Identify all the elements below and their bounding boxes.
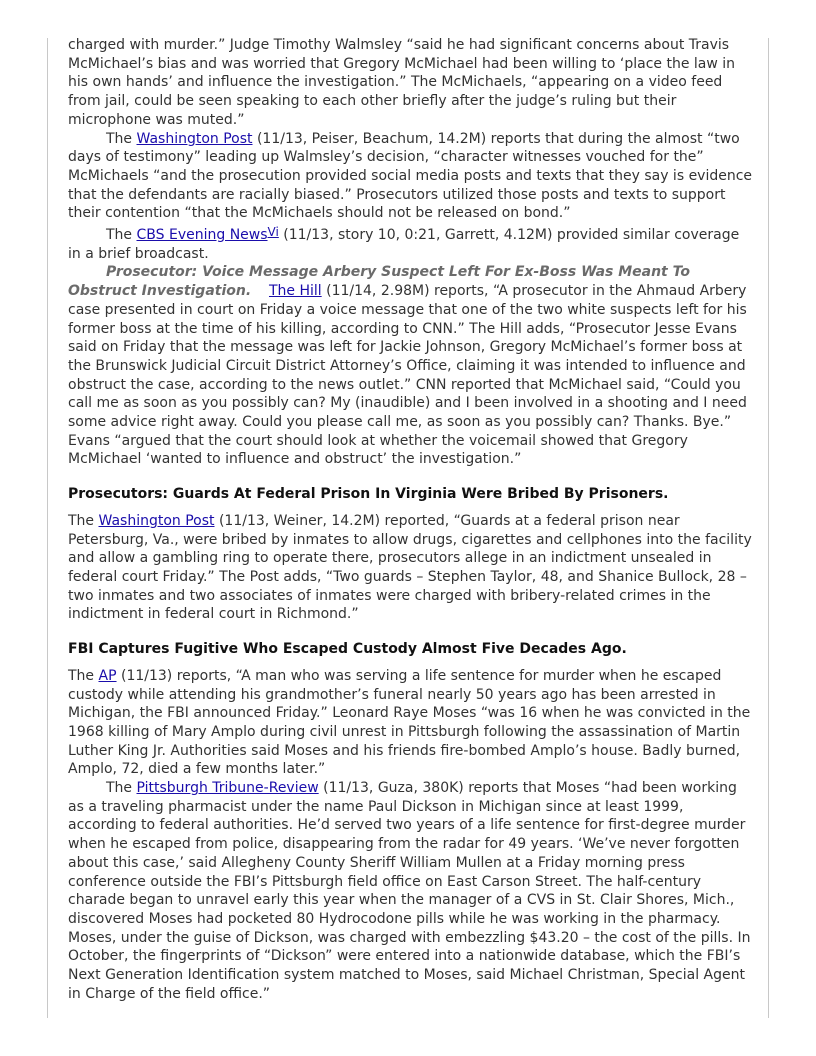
the-hill-link[interactable]: The Hill — [268, 283, 322, 300]
lead-text: The — [106, 780, 137, 797]
washington-post-link-2[interactable]: Washington Post — [98, 512, 215, 529]
arbery-paragraph-4 — [68, 263, 754, 469]
lead-text: The — [68, 667, 99, 684]
arbery-paragraph-1: charged with murder.” Judge Timothy Walmsley “said he had significant concerns about Travis McMichael’s bias and was worried that Gregory McMichael had been willing to ‘place the law in his own hands’ and influence the investigation.” The McMichaels, “appearing on a video feed from jail, could be seen speaking to each other briefly after the judge’s ruling but their microphone was muted.” — [68, 37, 736, 128]
ap-link[interactable]: AP — [98, 667, 117, 684]
lead-text: The — [68, 512, 99, 529]
left-margin-rule — [47, 38, 48, 1018]
fugitive-paragraph-1 — [68, 667, 754, 779]
document-page — [68, 36, 754, 1003]
paragraph-text: (11/13, story 10, 0:21, Garrett, 4.12M) provided similar coverage in a brief broadcast. — [68, 227, 740, 262]
prison-paragraph-1 — [68, 512, 754, 624]
lead-text: The — [106, 130, 137, 147]
arbery-paragraph-3 — [68, 223, 754, 263]
arbery-paragraph-2 — [68, 130, 754, 224]
paragraph-text: (11/14, 2.98M) reports, “A prosecutor in the Ahmaud Arbery case presented in court on Friday a voice message that one of the two white suspects left for his former boss at the time of his killing, according to CNN.” The Hill adds, “Prosecutor Jesse Evans said on Friday that the message was left for Jackie Johnson, Gregory McMichael’s former boss at the Brunswick Judicial Circuit District Attorney’s Office, claiming it was intended to influence and obstruct the case, according to the news outlet.” CNN reported that McMichael said, “Could you call me as soon as you possibly can? My (inaudible) and I been involved in a shooting and I need some advice right away. Could you please call me, as soon as you possibly can? Thanks. Bye.” Evans “argued that the court should look at whether the voicemail showed that Gregory McMichael ‘wanted to influence and obstruct’ the investigation.” — [68, 283, 747, 468]
paragraph-text: (11/13, Peiser, Beachum, 14.2M) reports that during the almost “two days of testimony” leading up Walmsley’s decision, “character witnesses vouched for the” McMichaels “and the prosecution provided social media posts and texts that they say is evidence that the defendants are racially biased.” Prosecutors utilized those posts and texts to support their contention “that the McMichaels should not be released on bond.” — [68, 130, 753, 222]
paragraph-text: (11/13, Guza, 380K) reports that Moses “had been working as a traveling pharmacist under the name Paul Dickson in Michigan since at least 1999, according to federal authorities. He’d served two years of a life sentence for first-degree murder when he escaped from police, disappearing from the radar for 49 years. ‘We’ve never forgotten about this case,’ said Allegheny County Sheriff William Mullen at a Friday morning press conference outside the FBI’s Pittsburgh field office on East Carson Street. The half-century charade began to unravel early this year when the manager of a CVS in St. Clair Shores, Mich., discovered Moses had pocketed 80 Hydrocodone pills while he was working in the pharmacy. Moses, under the guise of Dickson, was charged with embezzling $43.20 – the cost of the pills. In October, the fingerprints of “Dickson” were entered into a nationwide database, which the FBI’s Next Generation Identification system matched to Moses, said Michael Christman, Special Agent in Charge of the field office.” — [68, 780, 751, 1002]
prison-bribery-heading: Prosecutors: Guards At Federal Prison In Virginia Were Bribed By Prisoners. — [68, 486, 669, 503]
lead-text: The — [106, 227, 137, 244]
paragraph-text: (11/13, Weiner, 14.2M) reported, “Guards at a federal prison near Petersburg, Va., were bribed by inmates to allow drugs, cigarettes and cellphones into the facility and allow a gambling ring to operate there, prosecutors allege in an indictment unsealed in federal court Friday.” The Post adds, “Two guards – Stephen Taylor, 48, and Shanice Bullock, 28 – two inmates and two associates of inmates were charged with bribery-related crimes in the indictment in federal court in Richmond.” — [68, 512, 752, 623]
fugitive-paragraph-2 — [68, 779, 754, 1003]
right-margin-rule — [768, 38, 769, 1018]
subheading: Prosecutor: Voice Message Arbery Suspect Left For Ex-Boss Was Meant To Obstruct Investigation. — [68, 264, 690, 300]
video-link-marker[interactable]: Vi — [267, 225, 279, 240]
fbi-fugitive-heading: FBI Captures Fugitive Who Escaped Custody Almost Five Decades Ago. — [68, 641, 627, 658]
washington-post-link[interactable]: Washington Post — [136, 130, 253, 147]
paragraph-text: (11/13) reports, “A man who was serving a life sentence for murder when he escaped custody while attending his grandmother’s funeral nearly 50 years ago has been arrested in Michigan, the FBI announced Friday.” Leonard Raye Moses “was 16 when he was convicted in the 1968 killing of Mary Amplo during civil unrest in Pittsburgh following the assassination of Martin Luther King Jr. Authorities said Moses and his friends fire-bombed Amplo’s house. Badly burned, Amplo, 72, died a few months later.” — [68, 667, 751, 778]
cbs-evening-news-link[interactable]: CBS Evening News — [136, 227, 268, 244]
pittsburgh-tribune-review-link[interactable]: Pittsburgh Tribune-Review — [136, 780, 319, 797]
